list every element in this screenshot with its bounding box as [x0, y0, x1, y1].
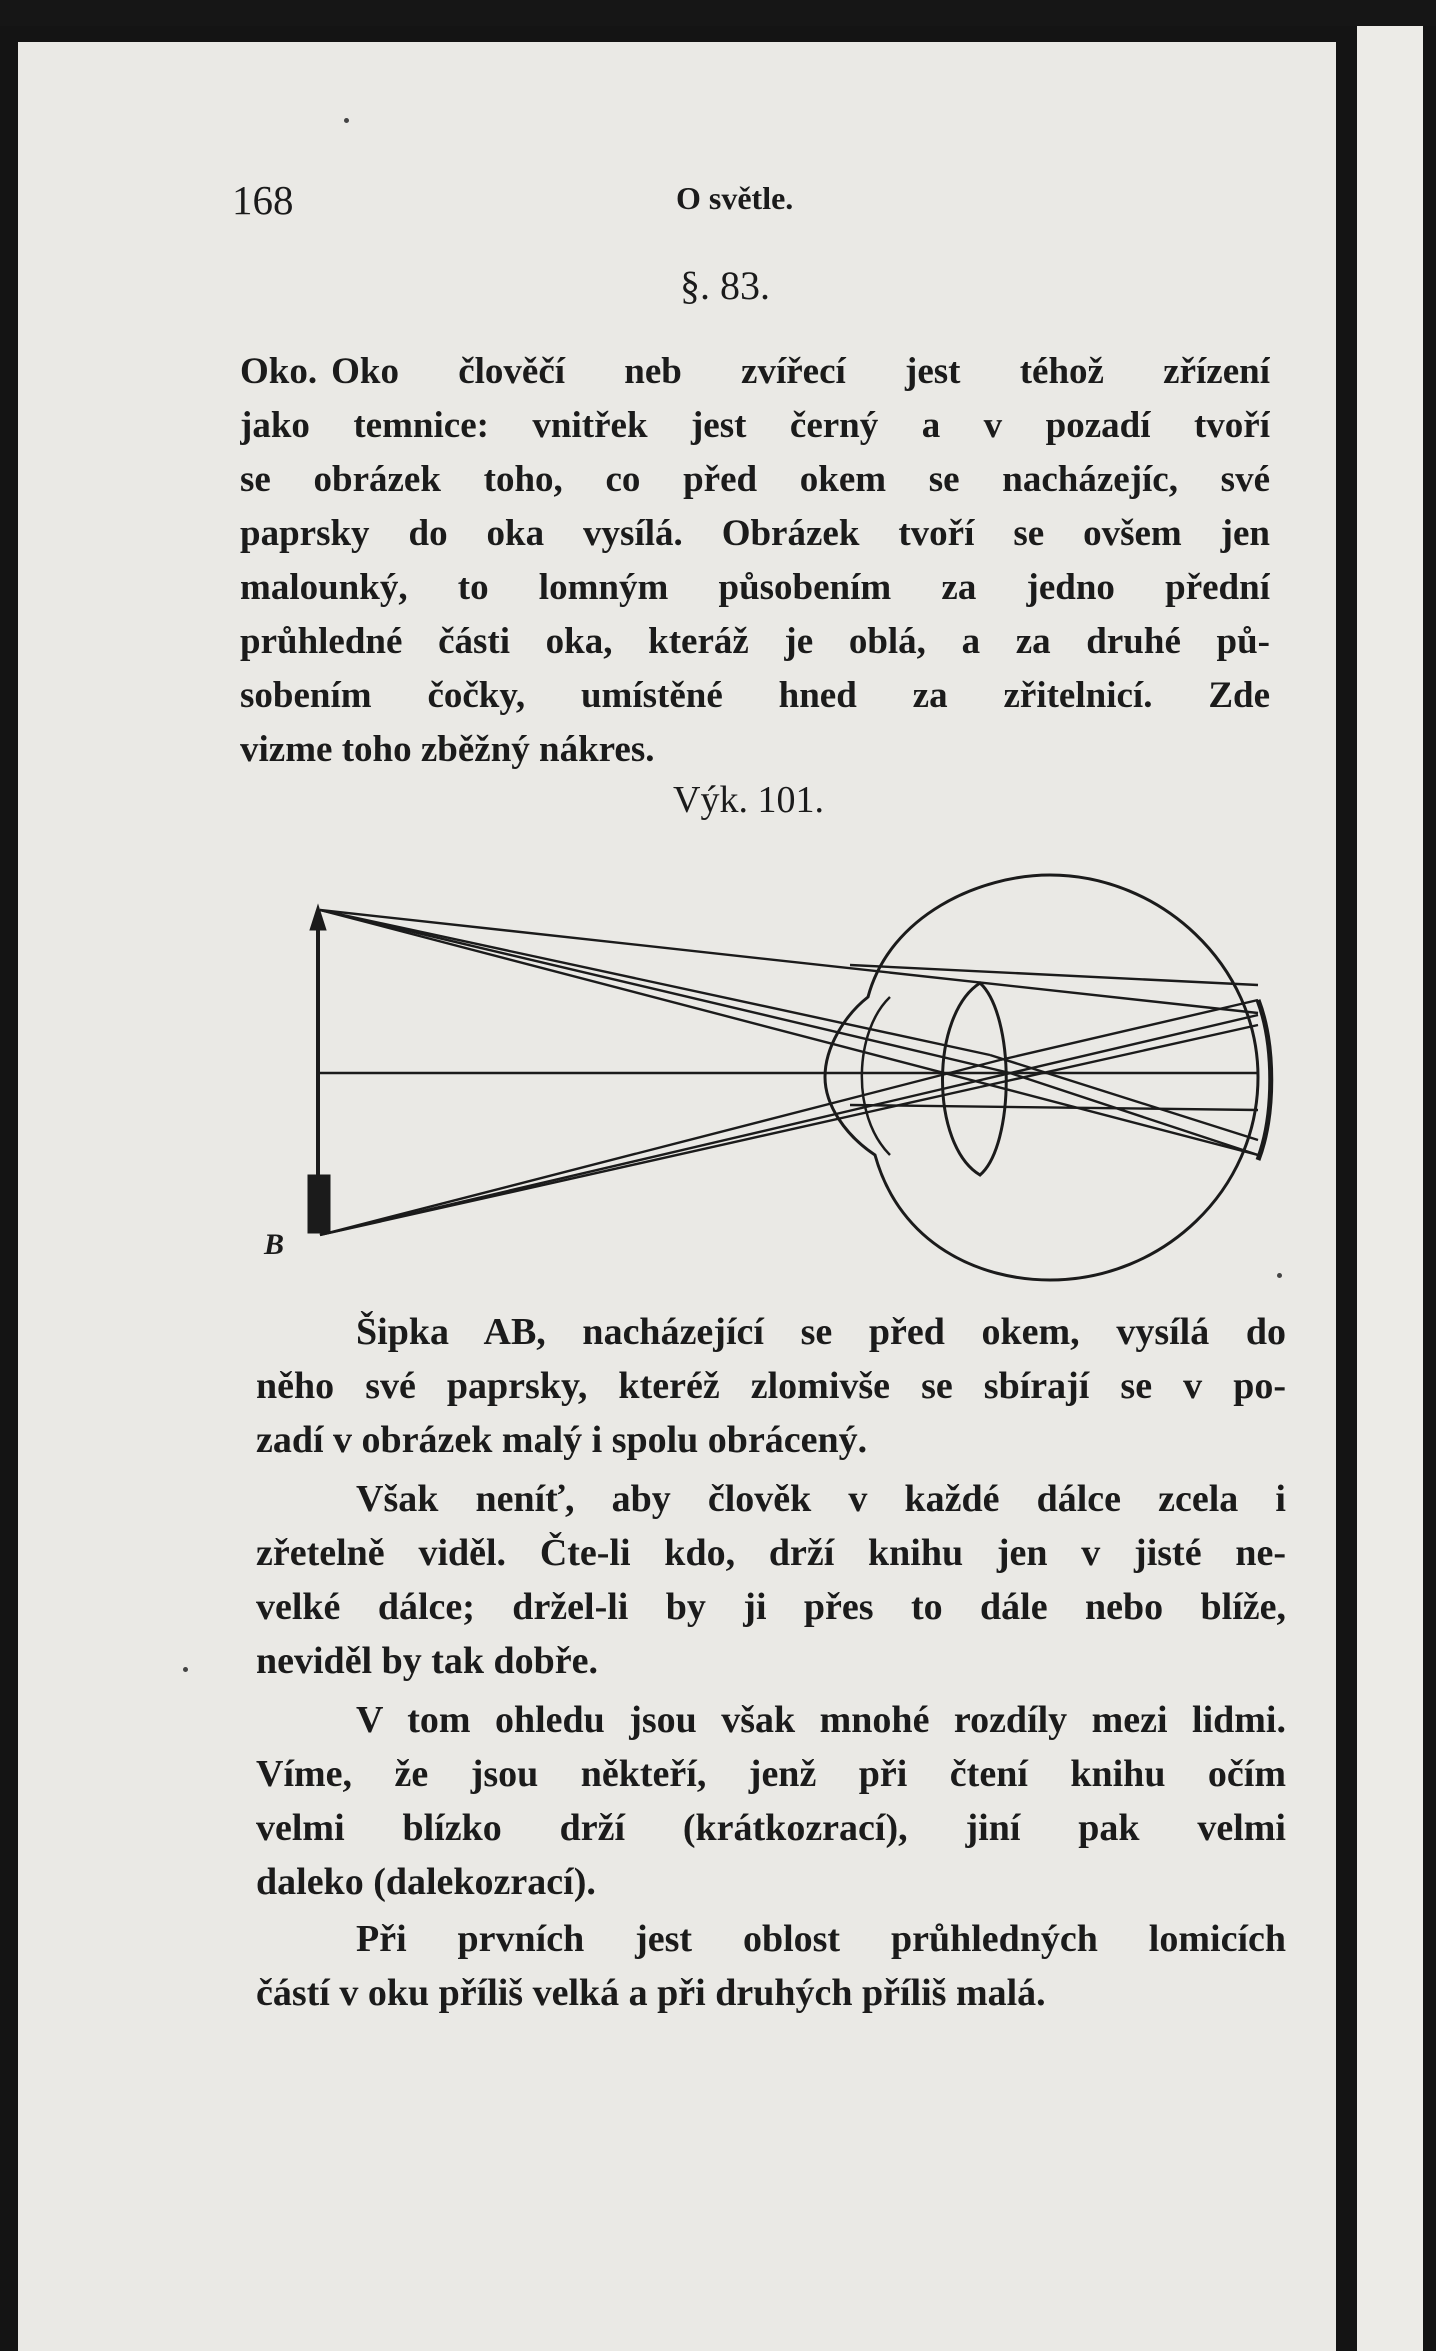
cornea-arc — [862, 997, 890, 1155]
para2-line: něho své paprsky, kteréž zlomivše se sbírají se v po- — [256, 1365, 1286, 1407]
retina-image — [1258, 1000, 1271, 1160]
page-number: 168 — [232, 177, 294, 223]
para1-line: malounký, to lomným působením za jedno přední — [240, 567, 1270, 608]
label-b: B — [264, 1228, 285, 1261]
para4-line: V tom ohledu jsou však mnohé rozdíly mezi lidmi. — [356, 1699, 1286, 1741]
para3-line: zřetelně viděl. Čte-li kdo, drží knihu jen v jisté ne- — [256, 1532, 1286, 1574]
para3-line: velké dálce; držel-li by ji přes to dále nebo blíže, — [256, 1586, 1286, 1628]
figure-caption: Výk. 101. — [673, 779, 824, 821]
para5-line: částí v oku příliš velká a při druhých příliš malá. — [256, 1972, 1046, 2014]
section-number: §. 83. — [680, 263, 770, 308]
scan-border — [0, 0, 1436, 26]
eye-diagram — [290, 855, 1300, 1295]
para3-line: neviděl by tak dobře. — [256, 1640, 599, 1682]
para4-line: Víme, že jsou někteří, jenž při čtení knihu očím — [256, 1753, 1286, 1795]
para1-line: se obrázek toho, co před okem se nacházejíc, své — [240, 459, 1270, 500]
para1-line: průhledné části oka, kteráž je oblá, a za druhé pů- — [240, 621, 1270, 662]
eyeball-outline — [825, 875, 1258, 1280]
running-head: O světle. — [676, 180, 794, 216]
para4-line: daleko (dalekozrací). — [256, 1861, 596, 1903]
para1-line: vizme toho zběžný nákres. — [240, 729, 655, 770]
arrow-head — [310, 905, 326, 930]
para2-line: zadí v obrázek malý i spolu obrácený. — [256, 1419, 868, 1461]
para4-line: velmi blízko drží (krátkozrací), jiní pak velmi — [256, 1807, 1286, 1849]
scan-speck — [1277, 1273, 1282, 1278]
arrow-feathers — [308, 1175, 330, 1233]
para5-line: Při prvních jest oblost průhledných lomicích — [356, 1918, 1286, 1960]
para1-line — [240, 345, 1270, 399]
para1-line-text: Oko člověčí neb zvířecí jest téhož zřízení — [331, 351, 1270, 392]
para1-line: jako temnice: vnitřek jest černý a v pozadí tvoří — [240, 405, 1270, 446]
crystalline-lens — [943, 983, 1007, 1175]
lead-word: Oko. — [240, 351, 318, 392]
scan-speck — [344, 118, 349, 123]
para3-line: Však neníť, aby člověk v každé dálce zcela i — [356, 1478, 1286, 1520]
adjacent-page-edge — [1357, 26, 1423, 2351]
scan-speck — [183, 1667, 188, 1672]
para1-line: paprsky do oka vysílá. Obrázek tvoří se ovšem jen — [240, 513, 1270, 554]
para2-line: Šipka AB, nacházející se před okem, vysílá do — [356, 1311, 1286, 1353]
para1-line: sobením čočky, umístěné hned za zřitelnicí. Zde — [240, 675, 1270, 716]
